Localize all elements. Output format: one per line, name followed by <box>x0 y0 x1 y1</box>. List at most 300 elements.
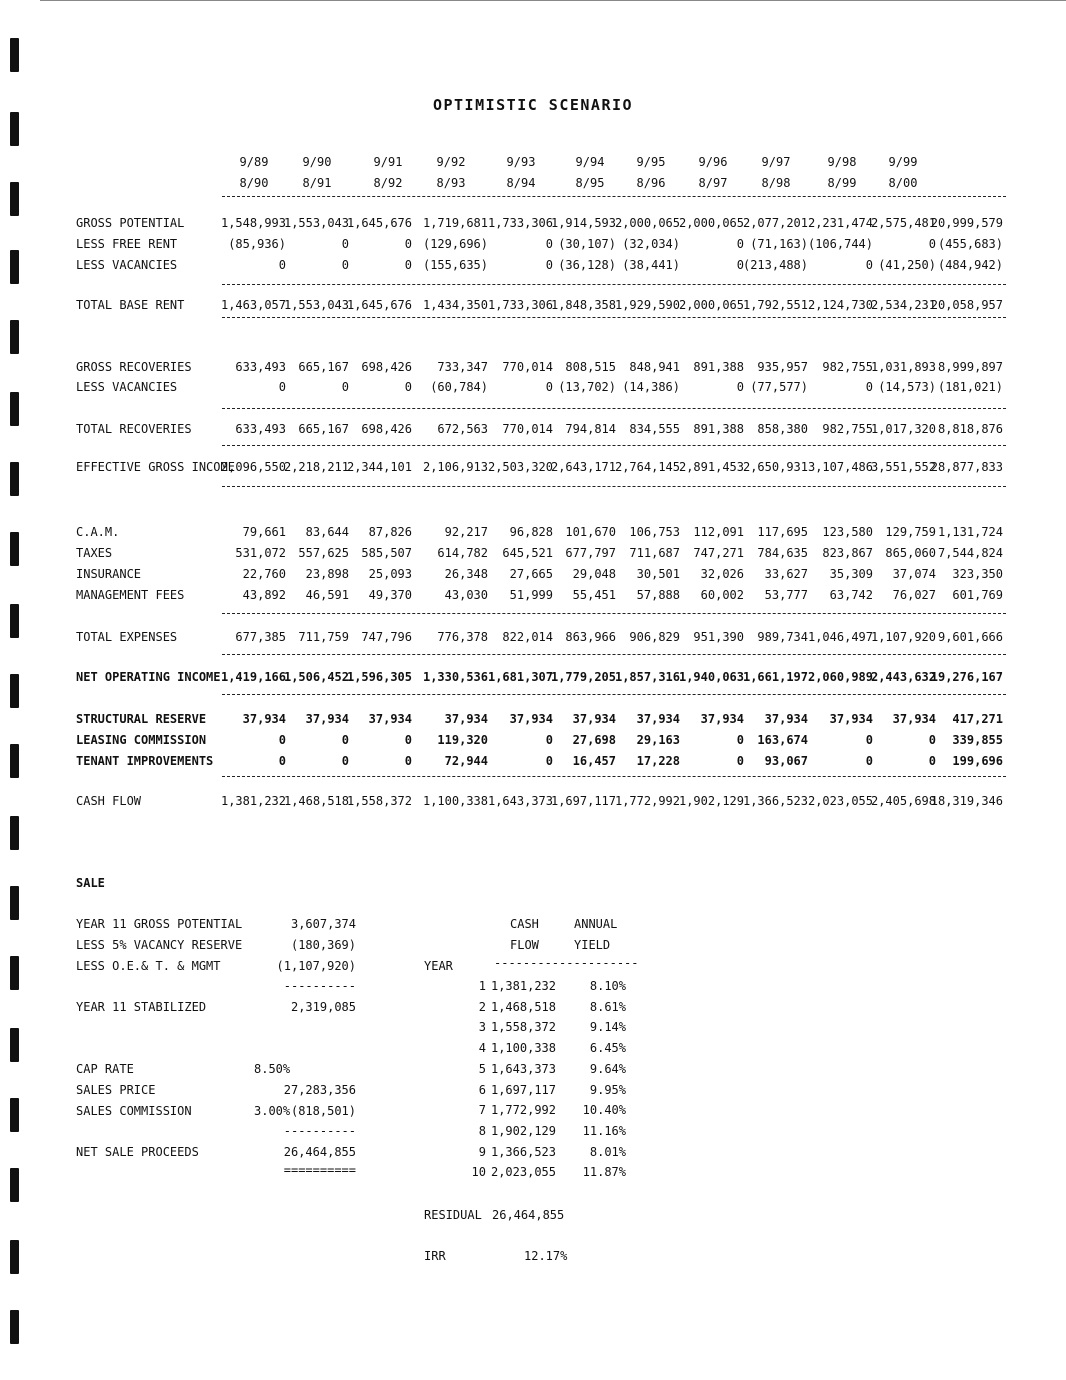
row-cell: 25,093 <box>368 567 412 581</box>
binder-mark <box>10 1028 19 1062</box>
row-cell: (36,128) <box>558 258 616 272</box>
row-cell: 37,934 <box>444 712 488 726</box>
row-cell: 0 <box>865 380 873 394</box>
row-cell: 906,829 <box>629 630 680 644</box>
binder-mark <box>10 1168 19 1202</box>
period-from: 9/89 <box>239 155 269 169</box>
yield-row-year: 1 <box>478 979 486 993</box>
dashed-rule <box>222 486 1006 487</box>
row-cell: 0 <box>736 733 744 747</box>
row-cell: 0 <box>865 733 873 747</box>
period-from: 9/96 <box>698 155 728 169</box>
row-total-cell: 8,818,876 <box>937 422 1003 436</box>
row-cell: 57,888 <box>636 588 680 602</box>
sale-heading: SALE <box>76 876 105 890</box>
row-label: LESS VACANCIES <box>76 380 178 394</box>
row-cell: 72,944 <box>444 754 488 768</box>
row-cell: 26,348 <box>444 567 488 581</box>
row-cell: 0 <box>736 380 744 394</box>
period-to: 8/99 <box>827 176 857 190</box>
period-from: 9/90 <box>302 155 332 169</box>
row-cell: (213,488) <box>742 258 808 272</box>
row-cell: (14,573) <box>878 380 936 394</box>
yield-row-year: 3 <box>478 1020 486 1035</box>
row-cell: 863,966 <box>565 630 616 644</box>
row-cell: 1,506,452 <box>283 670 349 684</box>
row-cell: 2,503,320 <box>487 460 553 474</box>
dashed-rule <box>222 284 1006 285</box>
row-cell: 46,591 <box>305 588 349 602</box>
binder-mark <box>10 956 19 990</box>
row-cell: 2,000,065 <box>678 298 744 312</box>
binder-mark <box>10 674 19 708</box>
row-cell: (155,635) <box>422 258 488 272</box>
dashed-rule <box>222 445 1006 446</box>
stabilized-label: YEAR 11 STABILIZED <box>76 1000 207 1014</box>
binder-mark <box>10 112 19 146</box>
yield-row-year: 4 <box>478 1041 486 1056</box>
row-cell: 677,797 <box>565 546 616 560</box>
row-cell: 633,493 <box>235 422 286 436</box>
row-cell: 0 <box>865 754 873 768</box>
row-cell: 677,385 <box>235 630 286 644</box>
period-to: 8/94 <box>506 176 536 190</box>
row-cell: 92,217 <box>444 525 488 539</box>
row-label: EFFECTIVE GROSS INCOME <box>76 460 235 474</box>
row-cell: 1,381,232 <box>220 794 286 808</box>
row-cell: 0 <box>928 733 936 747</box>
sales-price-value: 27,283,356 <box>283 1083 356 1097</box>
row-cell: 891,388 <box>693 360 744 374</box>
row-cell: 2,218,211 <box>283 460 349 474</box>
yield-row-yield: 6.45% <box>589 1041 626 1056</box>
row-cell: 1,681,307 <box>487 670 553 684</box>
row-cell: 23,898 <box>305 567 349 581</box>
row-label: MANAGEMENT FEES <box>76 588 185 602</box>
row-cell: 585,507 <box>361 546 412 560</box>
cap-rate-value: 8.50% <box>254 1062 291 1076</box>
row-cell: 76,027 <box>892 588 936 602</box>
row-cell: 2,344,101 <box>346 460 412 474</box>
row-cell: 17,228 <box>636 754 680 768</box>
row-cell: 27,665 <box>509 567 553 581</box>
row-total-cell: 339,855 <box>952 733 1003 747</box>
period-from: 9/99 <box>888 155 918 169</box>
yield-row-year: 6 <box>478 1082 486 1097</box>
row-cell: 163,674 <box>757 733 808 747</box>
row-cell: 698,426 <box>361 422 412 436</box>
period-from: 9/91 <box>373 155 403 169</box>
row-cell: 1,914,593 <box>550 216 616 230</box>
double-rule: ========== <box>283 1163 356 1177</box>
row-cell: 1,733,306 <box>487 298 553 312</box>
row-cell: 49,370 <box>368 588 412 602</box>
yield-row-year: 8 <box>478 1123 486 1138</box>
period-to: 8/91 <box>302 176 332 190</box>
period-to: 8/97 <box>698 176 728 190</box>
row-total-cell: 20,058,957 <box>930 298 1003 312</box>
yield-row-cash-flow: 1,381,232 <box>490 979 556 993</box>
row-cell: 665,167 <box>298 422 349 436</box>
row-cell: 3,107,486 <box>807 460 873 474</box>
vacancy-reserve-label: LESS 5% VACANCY RESERVE <box>76 938 243 952</box>
row-cell: 2,891,453 <box>678 460 744 474</box>
row-cell: 0 <box>545 258 553 272</box>
row-label: STRUCTURAL RESERVE <box>76 712 207 726</box>
row-cell: 30,501 <box>636 567 680 581</box>
row-total-cell: 19,276,167 <box>930 670 1003 684</box>
row-cell: (129,696) <box>422 237 488 251</box>
row-cell: 1,779,205 <box>550 670 616 684</box>
row-cell: 29,048 <box>572 567 616 581</box>
yield-row-year: 9 <box>478 1144 486 1159</box>
row-label: TOTAL EXPENSES <box>76 630 178 644</box>
row-cell: 0 <box>545 733 553 747</box>
row-cell: 822,014 <box>502 630 553 644</box>
binder-mark <box>10 1098 19 1132</box>
row-cell: 1,645,676 <box>346 298 412 312</box>
row-cell: 711,687 <box>629 546 680 560</box>
top-rule <box>40 0 1066 1</box>
dashed-rule <box>222 317 1006 318</box>
row-cell: 2,575,481 <box>870 216 936 230</box>
yield-row-yield: 9.64% <box>589 1061 626 1076</box>
row-cell: 0 <box>341 258 349 272</box>
row-cell: 37,934 <box>572 712 616 726</box>
binder-mark <box>10 392 19 426</box>
row-cell: 0 <box>928 754 936 768</box>
page-title: OPTIMISTIC SCENARIO <box>432 96 634 114</box>
row-total-cell: (181,021) <box>937 380 1003 394</box>
row-cell: (60,784) <box>430 380 488 394</box>
row-cell: 891,388 <box>693 422 744 436</box>
oe-mgmt-value: (1,107,920) <box>276 959 356 973</box>
period-from: 9/97 <box>761 155 791 169</box>
cash-header: CASH <box>510 917 539 931</box>
row-cell: 37,934 <box>509 712 553 726</box>
binder-mark <box>10 604 19 638</box>
row-cell: 0 <box>278 733 286 747</box>
row-cell: 27,698 <box>572 733 616 747</box>
row-cell: 1,046,497 <box>807 630 873 644</box>
row-cell: 1,719,681 <box>422 216 488 230</box>
row-cell: 2,077,201 <box>742 216 808 230</box>
row-cell: 112,091 <box>693 525 744 539</box>
yield-header: YIELD <box>574 938 611 952</box>
row-cell: (106,744) <box>807 237 873 251</box>
row-cell: (30,107) <box>558 237 616 251</box>
row-cell: 1,366,523 <box>742 794 808 808</box>
yield-row-yield: 11.16% <box>582 1123 626 1138</box>
row-cell: 101,670 <box>565 525 616 539</box>
row-label: LESS VACANCIES <box>76 258 178 272</box>
row-label: TAXES <box>76 546 113 560</box>
row-cell: 0 <box>404 733 412 747</box>
net-sale-proceeds-label: NET SALE PROCEEDS <box>76 1145 199 1159</box>
row-label: C.A.M. <box>76 525 120 539</box>
row-cell: 129,759 <box>885 525 936 539</box>
row-cell: 951,390 <box>693 630 744 644</box>
row-cell: 614,782 <box>437 546 488 560</box>
yield-row-cash-flow: 1,643,373 <box>490 1061 556 1076</box>
row-cell: 119,320 <box>437 733 488 747</box>
header-rule: -------------------- <box>494 956 639 970</box>
period-from: 9/93 <box>506 155 536 169</box>
row-cell: (14,386) <box>622 380 680 394</box>
row-label: NET OPERATING INCOME <box>76 670 221 684</box>
sales-commission-pct: 3.00% <box>254 1104 291 1118</box>
row-cell: 1,643,373 <box>487 794 553 808</box>
binder-mark <box>10 1310 19 1344</box>
row-cell: 37,934 <box>368 712 412 726</box>
row-total-cell: 323,350 <box>952 567 1003 581</box>
row-total-cell: 199,696 <box>952 754 1003 768</box>
sales-price-label: SALES PRICE <box>76 1083 156 1097</box>
row-cell: 0 <box>736 237 744 251</box>
row-cell: 43,892 <box>242 588 286 602</box>
yield-row-year: 2 <box>478 999 486 1014</box>
row-cell: 22,760 <box>242 567 286 581</box>
row-cell: 747,271 <box>693 546 744 560</box>
row-cell: 1,772,992 <box>614 794 680 808</box>
row-cell: 1,100,338 <box>422 794 488 808</box>
row-cell: 1,419,166 <box>220 670 286 684</box>
row-cell: 1,596,305 <box>346 670 412 684</box>
row-cell: 0 <box>404 237 412 251</box>
row-cell: 1,468,518 <box>283 794 349 808</box>
row-cell: 2,443,632 <box>870 670 936 684</box>
row-cell: 1,848,358 <box>550 298 616 312</box>
row-cell: 0 <box>928 237 936 251</box>
row-cell: 1,792,551 <box>742 298 808 312</box>
row-cell: 0 <box>341 380 349 394</box>
yield-row-cash-flow: 1,100,338 <box>490 1041 556 1056</box>
row-cell: 858,380 <box>757 422 808 436</box>
row-cell: 2,000,065 <box>614 216 680 230</box>
period-to: 8/92 <box>373 176 403 190</box>
yield-row-cash-flow: 1,902,129 <box>490 1123 556 1138</box>
row-cell: 747,796 <box>361 630 412 644</box>
row-cell: 557,625 <box>298 546 349 560</box>
sum-rule: ---------- <box>283 1124 356 1138</box>
row-cell: (38,441) <box>622 258 680 272</box>
row-cell: 794,814 <box>565 422 616 436</box>
row-cell: 0 <box>736 754 744 768</box>
row-cell: 770,014 <box>502 422 553 436</box>
row-cell: 848,941 <box>629 360 680 374</box>
residual-label: RESIDUAL <box>424 1208 482 1222</box>
row-cell: 79,661 <box>242 525 286 539</box>
row-total-cell: 9,601,666 <box>937 630 1003 644</box>
row-label: INSURANCE <box>76 567 142 581</box>
binder-mark <box>10 886 19 920</box>
row-cell: 808,515 <box>565 360 616 374</box>
sales-commission-label: SALES COMMISSION <box>76 1104 192 1118</box>
row-cell: 2,124,730 <box>807 298 873 312</box>
row-cell: 0 <box>404 258 412 272</box>
row-cell: 2,764,145 <box>614 460 680 474</box>
row-cell: 33,627 <box>764 567 808 581</box>
annual-header: ANNUAL <box>574 917 618 931</box>
period-to: 8/93 <box>436 176 466 190</box>
residual-value: 26,464,855 <box>492 1208 565 1222</box>
year11-gross-potential-label: YEAR 11 GROSS POTENTIAL <box>76 917 243 931</box>
row-cell: 2,023,055 <box>807 794 873 808</box>
net-sale-proceeds-value: 26,464,855 <box>283 1145 356 1159</box>
row-cell: 2,650,931 <box>742 460 808 474</box>
row-cell: 93,067 <box>764 754 808 768</box>
vacancy-reserve-value: (180,369) <box>290 938 356 952</box>
row-cell: 1,330,536 <box>422 670 488 684</box>
row-cell: 2,534,231 <box>870 298 936 312</box>
yield-row-yield: 9.95% <box>589 1082 626 1097</box>
dashed-rule <box>222 613 1006 614</box>
row-cell: 2,231,474 <box>807 216 873 230</box>
dashed-rule <box>222 654 1006 655</box>
row-total-cell: 1,131,724 <box>937 525 1003 539</box>
yield-row-year: 7 <box>478 1103 486 1118</box>
row-cell: 37,934 <box>764 712 808 726</box>
oe-mgmt-label: LESS O.E.& T. & MGMT <box>76 959 221 973</box>
binder-mark <box>10 182 19 216</box>
yield-row-cash-flow: 1,366,523 <box>490 1144 556 1159</box>
row-cell: 698,426 <box>361 360 412 374</box>
yield-row-yield: 8.61% <box>589 999 626 1014</box>
row-cell: 16,457 <box>572 754 616 768</box>
binder-mark <box>10 816 19 850</box>
binder-mark <box>10 250 19 284</box>
row-cell: 1,463,057 <box>220 298 286 312</box>
row-cell: 0 <box>545 754 553 768</box>
row-total-cell: 28,877,833 <box>930 460 1003 474</box>
row-cell: 2,405,698 <box>870 794 936 808</box>
row-cell: (13,702) <box>558 380 616 394</box>
row-label: TENANT IMPROVEMENTS <box>76 754 214 768</box>
row-cell: 37,074 <box>892 567 936 581</box>
dashed-rule <box>222 196 1006 197</box>
row-cell: 633,493 <box>235 360 286 374</box>
row-cell: 1,434,350 <box>422 298 488 312</box>
row-cell: 2,096,550 <box>220 460 286 474</box>
stabilized-value: 2,319,085 <box>290 1000 356 1014</box>
binder-mark <box>10 320 19 354</box>
row-label: LEASING COMMISSION <box>76 733 207 747</box>
row-cell: 37,934 <box>305 712 349 726</box>
row-cell: 1,929,590 <box>614 298 680 312</box>
period-from: 9/98 <box>827 155 857 169</box>
row-cell: 35,309 <box>829 567 873 581</box>
row-cell: 865,060 <box>885 546 936 560</box>
yield-row-yield: 9.14% <box>589 1020 626 1035</box>
irr-value: 12.17% <box>524 1249 568 1263</box>
row-cell: 63,742 <box>829 588 873 602</box>
sales-commission-value: (818,501) <box>290 1104 356 1118</box>
row-cell: 982,755 <box>822 422 873 436</box>
row-cell: 0 <box>545 380 553 394</box>
row-cell: 0 <box>278 380 286 394</box>
row-cell: 784,635 <box>757 546 808 560</box>
row-cell: 1,107,920 <box>870 630 936 644</box>
sum-rule: ---------- <box>283 979 356 993</box>
row-cell: (41,250) <box>878 258 936 272</box>
row-cell: 935,957 <box>757 360 808 374</box>
row-cell: 87,826 <box>368 525 412 539</box>
yield-row-yield: 10.40% <box>582 1103 626 1118</box>
row-cell: 665,167 <box>298 360 349 374</box>
row-cell: 0 <box>404 380 412 394</box>
row-label: GROSS POTENTIAL <box>76 216 185 230</box>
row-cell: 37,934 <box>242 712 286 726</box>
row-cell: 1,031,893 <box>870 360 936 374</box>
row-cell: 0 <box>341 237 349 251</box>
row-label: GROSS RECOVERIES <box>76 360 192 374</box>
row-label: LESS FREE RENT <box>76 237 178 251</box>
row-cell: 834,555 <box>629 422 680 436</box>
row-cell: 117,695 <box>757 525 808 539</box>
row-cell: 982,755 <box>822 360 873 374</box>
row-cell: 0 <box>278 258 286 272</box>
yield-row-cash-flow: 1,772,992 <box>490 1103 556 1118</box>
row-cell: 29,163 <box>636 733 680 747</box>
binder-mark <box>10 462 19 496</box>
period-from: 9/92 <box>436 155 466 169</box>
period-to: 8/00 <box>888 176 918 190</box>
row-total-cell: 601,769 <box>952 588 1003 602</box>
row-cell: 32,026 <box>700 567 744 581</box>
binder-mark <box>10 38 19 72</box>
row-cell: 96,828 <box>509 525 553 539</box>
row-cell: 1,548,993 <box>220 216 286 230</box>
year-header: YEAR <box>424 959 453 973</box>
row-total-cell: 18,319,346 <box>930 794 1003 808</box>
row-cell: 1,697,117 <box>550 794 616 808</box>
row-total-cell: (484,942) <box>937 258 1003 272</box>
row-cell: 776,378 <box>437 630 488 644</box>
binder-mark <box>10 1240 19 1274</box>
period-to: 8/98 <box>761 176 791 190</box>
row-cell: 0 <box>404 754 412 768</box>
row-cell: 1,558,372 <box>346 794 412 808</box>
row-cell: 0 <box>278 754 286 768</box>
row-cell: 1,661,197 <box>742 670 808 684</box>
row-cell: 60,002 <box>700 588 744 602</box>
row-cell: 37,934 <box>700 712 744 726</box>
period-from: 9/95 <box>636 155 666 169</box>
row-cell: 1,902,129 <box>678 794 744 808</box>
row-cell: (71,163) <box>750 237 808 251</box>
yield-row-cash-flow: 1,697,117 <box>490 1082 556 1097</box>
dashed-rule <box>222 408 1006 409</box>
period-to: 8/90 <box>239 176 269 190</box>
row-cell: 37,934 <box>636 712 680 726</box>
row-total-cell: (455,683) <box>937 237 1003 251</box>
yield-row-cash-flow: 2,023,055 <box>490 1165 556 1180</box>
row-cell: 1,733,306 <box>487 216 553 230</box>
binder-mark <box>10 532 19 566</box>
period-to: 8/95 <box>575 176 605 190</box>
dashed-rule <box>222 694 1006 695</box>
row-cell: 711,759 <box>298 630 349 644</box>
row-cell: 2,060,989 <box>807 670 873 684</box>
row-cell: 1,857,316 <box>614 670 680 684</box>
row-cell: 106,753 <box>629 525 680 539</box>
row-cell: 531,072 <box>235 546 286 560</box>
row-cell: 2,643,171 <box>550 460 616 474</box>
row-cell: 0 <box>545 237 553 251</box>
row-total-cell: 417,271 <box>952 712 1003 726</box>
row-cell: 83,644 <box>305 525 349 539</box>
yield-row-year: 5 <box>478 1061 486 1076</box>
